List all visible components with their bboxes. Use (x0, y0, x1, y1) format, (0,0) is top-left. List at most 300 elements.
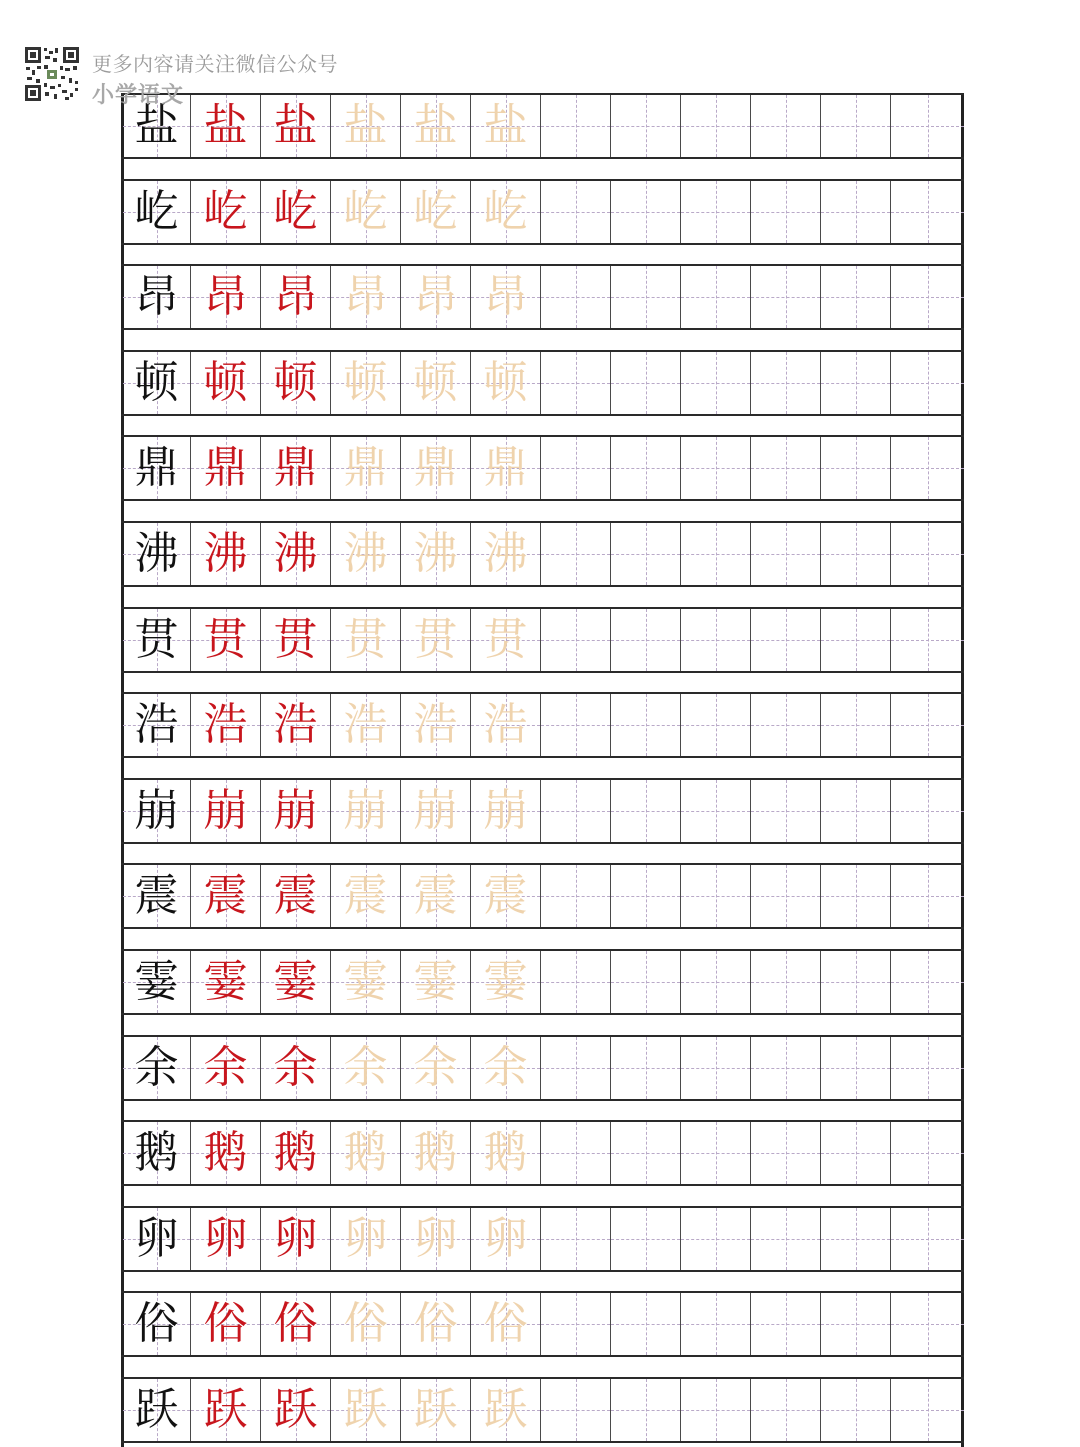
blank-practice-cell (751, 780, 821, 842)
tracing-character: 顿 (413, 357, 458, 408)
guide-line-horizontal (821, 811, 890, 812)
guide-line-horizontal (541, 554, 610, 555)
guide-line-horizontal (821, 982, 890, 983)
practice-row (121, 1206, 964, 1272)
red-example-character: 贯 (203, 614, 248, 665)
model-cell (121, 352, 191, 414)
guide-line-horizontal (751, 383, 820, 384)
model-cell (121, 1037, 191, 1099)
guide-line-horizontal (541, 896, 610, 897)
blank-practice-cell (821, 523, 891, 585)
blank-practice-cell (751, 694, 821, 756)
guide-line-horizontal (541, 1239, 610, 1240)
blank-practice-cell (891, 1208, 964, 1270)
tracing-character: 盐 (343, 100, 388, 151)
blank-practice-cell (821, 352, 891, 414)
blank-practice-cell (611, 181, 681, 243)
guide-line-horizontal (751, 982, 820, 983)
trace-cell (471, 865, 541, 927)
trace-cell (331, 352, 401, 414)
blank-practice-cell (611, 95, 681, 157)
tracing-character: 鼎 (343, 442, 388, 493)
trace-cell (401, 352, 471, 414)
tracing-character: 顿 (483, 357, 528, 408)
guide-line-horizontal (891, 1153, 964, 1154)
blank-practice-cell (681, 780, 751, 842)
trace-cell (471, 1037, 541, 1099)
blank-practice-cell (541, 1379, 611, 1441)
tracing-character: 卵 (343, 1213, 388, 1264)
guide-line-horizontal (891, 554, 964, 555)
guide-line-horizontal (611, 1410, 680, 1411)
guide-line-horizontal (541, 1153, 610, 1154)
blank-practice-cell (891, 437, 964, 499)
blank-practice-cell (751, 1122, 821, 1184)
tracing-character: 震 (483, 870, 528, 921)
blank-practice-cell (891, 780, 964, 842)
blank-practice-cell (541, 523, 611, 585)
blank-practice-cell (681, 694, 751, 756)
guide-line-horizontal (611, 126, 680, 127)
guide-line-horizontal (611, 725, 680, 726)
guide-line-horizontal (821, 1410, 890, 1411)
blank-practice-cell (541, 352, 611, 414)
practice-row (121, 179, 964, 245)
red-cell (191, 181, 261, 243)
blank-practice-cell (821, 609, 891, 671)
blank-practice-cell (681, 865, 751, 927)
trace-cell (401, 1122, 471, 1184)
guide-line-horizontal (541, 1410, 610, 1411)
blank-practice-cell (681, 352, 751, 414)
practice-row (121, 863, 964, 929)
blank-practice-cell (611, 1208, 681, 1270)
red-example-character: 贯 (273, 614, 318, 665)
blank-practice-cell (541, 1293, 611, 1355)
red-cell (191, 865, 261, 927)
trace-cell (331, 694, 401, 756)
blank-practice-cell (541, 865, 611, 927)
guide-line-horizontal (891, 811, 964, 812)
model-cell (121, 609, 191, 671)
model-character: 霎 (134, 956, 179, 1007)
trace-cell (331, 951, 401, 1013)
guide-line-horizontal (751, 1068, 820, 1069)
model-character: 昂 (134, 271, 179, 322)
blank-practice-cell (891, 181, 964, 243)
blank-practice-cell (821, 1037, 891, 1099)
tracing-character: 余 (343, 1042, 388, 1093)
model-cell (121, 437, 191, 499)
blank-practice-cell (681, 951, 751, 1013)
red-cell (191, 1208, 261, 1270)
red-cell (261, 951, 331, 1013)
guide-line-horizontal (681, 554, 750, 555)
practice-row (121, 1035, 964, 1101)
guide-line-horizontal (751, 554, 820, 555)
blank-practice-cell (611, 1037, 681, 1099)
red-example-character: 鼎 (273, 442, 318, 493)
tracing-character: 浩 (483, 699, 528, 750)
red-example-character: 鼎 (203, 442, 248, 493)
red-cell (191, 266, 261, 328)
practice-row (121, 521, 964, 587)
practice-row (121, 949, 964, 1015)
model-character: 沸 (134, 528, 179, 579)
blank-practice-cell (681, 181, 751, 243)
guide-line-horizontal (821, 554, 890, 555)
red-cell (191, 780, 261, 842)
guide-line-horizontal (891, 725, 964, 726)
tracing-character: 沸 (483, 528, 528, 579)
red-example-character: 俗 (273, 1298, 318, 1349)
tracing-character: 贯 (483, 614, 528, 665)
writing-practice-sheet (121, 93, 964, 1447)
tracing-character: 鼎 (413, 442, 458, 493)
blank-practice-cell (891, 1037, 964, 1099)
trace-cell (331, 1122, 401, 1184)
red-example-character: 顿 (203, 357, 248, 408)
tracing-character: 崩 (483, 785, 528, 836)
guide-line-horizontal (611, 1153, 680, 1154)
red-example-character: 昂 (203, 271, 248, 322)
red-cell (191, 437, 261, 499)
guide-line-horizontal (541, 640, 610, 641)
guide-line-horizontal (681, 1153, 750, 1154)
blank-practice-cell (751, 609, 821, 671)
guide-line-horizontal (891, 383, 964, 384)
guide-line-horizontal (751, 126, 820, 127)
watermark-header (24, 46, 444, 110)
practice-row (121, 692, 964, 758)
guide-line-horizontal (611, 212, 680, 213)
red-cell (191, 951, 261, 1013)
model-character: 震 (134, 870, 179, 921)
model-character: 俗 (134, 1298, 179, 1349)
guide-line-horizontal (751, 297, 820, 298)
trace-cell (331, 181, 401, 243)
red-example-character: 浩 (273, 699, 318, 750)
practice-row (121, 1120, 964, 1186)
guide-line-horizontal (891, 1239, 964, 1240)
guide-line-horizontal (681, 383, 750, 384)
practice-row (121, 350, 964, 416)
guide-line-horizontal (681, 212, 750, 213)
model-character: 鹅 (134, 1127, 179, 1178)
blank-practice-cell (821, 1122, 891, 1184)
blank-practice-cell (891, 352, 964, 414)
blank-practice-cell (681, 609, 751, 671)
trace-cell (471, 951, 541, 1013)
blank-practice-cell (751, 1293, 821, 1355)
blank-practice-cell (681, 1122, 751, 1184)
red-cell (191, 1122, 261, 1184)
blank-practice-cell (681, 95, 751, 157)
guide-line-horizontal (541, 1324, 610, 1325)
guide-line-horizontal (821, 212, 890, 213)
tracing-character: 浩 (413, 699, 458, 750)
tracing-character: 俗 (483, 1298, 528, 1349)
blank-practice-cell (611, 352, 681, 414)
blank-practice-cell (681, 1293, 751, 1355)
trace-cell (331, 1037, 401, 1099)
blank-practice-cell (681, 437, 751, 499)
trace-cell (331, 1379, 401, 1441)
tracing-character: 俗 (413, 1298, 458, 1349)
blank-practice-cell (611, 437, 681, 499)
blank-practice-cell (681, 1037, 751, 1099)
red-cell (261, 437, 331, 499)
blank-practice-cell (541, 1037, 611, 1099)
guide-line-horizontal (681, 982, 750, 983)
blank-practice-cell (611, 951, 681, 1013)
blank-practice-cell (751, 1037, 821, 1099)
model-character: 跃 (134, 1384, 179, 1435)
guide-line-horizontal (681, 468, 750, 469)
blank-practice-cell (821, 1293, 891, 1355)
tracing-character: 跃 (343, 1384, 388, 1435)
guide-line-horizontal (611, 1324, 680, 1325)
red-example-character: 屹 (273, 186, 318, 237)
blank-practice-cell (751, 951, 821, 1013)
guide-line-horizontal (681, 297, 750, 298)
red-example-character: 余 (273, 1042, 318, 1093)
blank-practice-cell (541, 780, 611, 842)
guide-line-horizontal (681, 725, 750, 726)
blank-practice-cell (821, 951, 891, 1013)
red-example-character: 鹅 (203, 1127, 248, 1178)
red-cell (191, 1379, 261, 1441)
guide-line-horizontal (821, 1324, 890, 1325)
guide-line-horizontal (541, 212, 610, 213)
guide-line-horizontal (611, 811, 680, 812)
red-cell (261, 1293, 331, 1355)
model-cell (121, 694, 191, 756)
blank-practice-cell (821, 95, 891, 157)
guide-line-horizontal (891, 126, 964, 127)
guide-line-horizontal (611, 640, 680, 641)
trace-cell (401, 609, 471, 671)
red-example-character: 崩 (273, 785, 318, 836)
blank-practice-cell (751, 1208, 821, 1270)
red-example-character: 跃 (203, 1384, 248, 1435)
blank-practice-cell (751, 352, 821, 414)
guide-line-horizontal (681, 1410, 750, 1411)
practice-row (121, 1291, 964, 1357)
blank-practice-cell (821, 780, 891, 842)
blank-practice-cell (891, 694, 964, 756)
model-cell (121, 523, 191, 585)
trace-cell (401, 1208, 471, 1270)
red-cell (261, 694, 331, 756)
trace-cell (471, 181, 541, 243)
tracing-character: 屹 (483, 186, 528, 237)
tracing-character: 霎 (413, 956, 458, 1007)
red-cell (261, 1037, 331, 1099)
guide-line-horizontal (541, 468, 610, 469)
tracing-character: 盐 (483, 100, 528, 151)
practice-row (121, 1377, 964, 1443)
guide-line-horizontal (611, 896, 680, 897)
blank-practice-cell (821, 1208, 891, 1270)
tracing-character: 鹅 (413, 1127, 458, 1178)
red-cell (261, 1208, 331, 1270)
guide-line-horizontal (611, 554, 680, 555)
trace-cell (401, 865, 471, 927)
model-character: 鼎 (134, 442, 179, 493)
trace-cell (471, 609, 541, 671)
red-example-character: 盐 (203, 100, 248, 151)
trace-cell (471, 1208, 541, 1270)
blank-practice-cell (611, 609, 681, 671)
trace-cell (331, 780, 401, 842)
tracing-character: 昂 (483, 271, 528, 322)
tracing-character: 卵 (483, 1213, 528, 1264)
blank-practice-cell (611, 780, 681, 842)
guide-line-horizontal (541, 126, 610, 127)
blank-practice-cell (891, 951, 964, 1013)
model-cell (121, 865, 191, 927)
red-example-character: 跃 (273, 1384, 318, 1435)
tracing-character: 沸 (343, 528, 388, 579)
account-name-text: 小学语文 (92, 83, 185, 108)
red-cell (191, 609, 261, 671)
red-cell (261, 780, 331, 842)
guide-line-horizontal (681, 896, 750, 897)
tracing-character: 屹 (413, 186, 458, 237)
blank-practice-cell (541, 181, 611, 243)
tracing-character: 鼎 (483, 442, 528, 493)
model-character: 屹 (134, 186, 179, 237)
guide-line-horizontal (751, 640, 820, 641)
blank-practice-cell (611, 1379, 681, 1441)
tracing-character: 贯 (343, 614, 388, 665)
tracing-character: 卵 (413, 1213, 458, 1264)
red-example-character: 沸 (203, 528, 248, 579)
tracing-character: 余 (413, 1042, 458, 1093)
red-example-character: 沸 (273, 528, 318, 579)
guide-line-horizontal (611, 1239, 680, 1240)
blank-practice-cell (541, 95, 611, 157)
guide-line-horizontal (751, 1324, 820, 1325)
guide-line-horizontal (821, 126, 890, 127)
guide-line-horizontal (891, 212, 964, 213)
trace-cell (331, 609, 401, 671)
blank-practice-cell (611, 694, 681, 756)
red-example-character: 浩 (203, 699, 248, 750)
tracing-character: 屹 (343, 186, 388, 237)
blank-practice-cell (681, 1208, 751, 1270)
model-character: 盐 (134, 100, 179, 151)
guide-line-horizontal (751, 1410, 820, 1411)
guide-line-horizontal (541, 297, 610, 298)
red-cell (261, 352, 331, 414)
guide-line-horizontal (821, 1153, 890, 1154)
red-cell (261, 609, 331, 671)
tracing-character: 昂 (343, 271, 388, 322)
guide-line-horizontal (611, 383, 680, 384)
model-cell (121, 1379, 191, 1441)
trace-cell (471, 1379, 541, 1441)
model-character: 贯 (134, 614, 179, 665)
red-example-character: 崩 (203, 785, 248, 836)
trace-cell (471, 523, 541, 585)
red-cell (261, 1122, 331, 1184)
guide-line-horizontal (751, 468, 820, 469)
model-cell (121, 1122, 191, 1184)
practice-row (121, 435, 964, 501)
guide-line-horizontal (541, 725, 610, 726)
guide-line-horizontal (751, 725, 820, 726)
trace-cell (471, 437, 541, 499)
tracing-character: 崩 (413, 785, 458, 836)
red-example-character: 余 (203, 1042, 248, 1093)
trace-cell (331, 523, 401, 585)
red-cell (191, 523, 261, 585)
tracing-character: 崩 (343, 785, 388, 836)
red-example-character: 俗 (203, 1298, 248, 1349)
guide-line-horizontal (611, 297, 680, 298)
guide-line-horizontal (891, 982, 964, 983)
trace-cell (331, 437, 401, 499)
blank-practice-cell (891, 865, 964, 927)
tracing-character: 盐 (413, 100, 458, 151)
guide-line-horizontal (681, 640, 750, 641)
blank-practice-cell (891, 95, 964, 157)
tracing-character: 跃 (483, 1384, 528, 1435)
guide-line-horizontal (751, 896, 820, 897)
guide-line-horizontal (821, 1239, 890, 1240)
tracing-character: 余 (483, 1042, 528, 1093)
trace-cell (471, 694, 541, 756)
blank-practice-cell (541, 1208, 611, 1270)
guide-line-horizontal (821, 640, 890, 641)
guide-line-horizontal (611, 1068, 680, 1069)
blank-practice-cell (891, 266, 964, 328)
trace-cell (471, 352, 541, 414)
blank-practice-cell (821, 865, 891, 927)
trace-cell (401, 1037, 471, 1099)
blank-practice-cell (751, 523, 821, 585)
guide-line-horizontal (681, 1068, 750, 1069)
blank-practice-cell (821, 437, 891, 499)
tracing-character: 沸 (413, 528, 458, 579)
blank-practice-cell (611, 865, 681, 927)
guide-line-horizontal (681, 1324, 750, 1325)
red-example-character: 震 (273, 870, 318, 921)
blank-practice-cell (821, 181, 891, 243)
model-character: 顿 (134, 357, 179, 408)
red-example-character: 霎 (273, 956, 318, 1007)
tracing-character: 霎 (343, 956, 388, 1007)
practice-row (121, 264, 964, 330)
blank-practice-cell (541, 609, 611, 671)
guide-line-horizontal (821, 725, 890, 726)
tracing-character: 鹅 (343, 1127, 388, 1178)
guide-line-horizontal (541, 811, 610, 812)
tracing-character: 俗 (343, 1298, 388, 1349)
blank-practice-cell (541, 694, 611, 756)
trace-cell (401, 181, 471, 243)
guide-line-horizontal (821, 896, 890, 897)
guide-line-horizontal (751, 811, 820, 812)
red-cell (191, 1293, 261, 1355)
red-cell (261, 266, 331, 328)
model-cell (121, 951, 191, 1013)
model-character: 浩 (134, 699, 179, 750)
trace-cell (401, 437, 471, 499)
model-character: 卵 (134, 1213, 179, 1264)
